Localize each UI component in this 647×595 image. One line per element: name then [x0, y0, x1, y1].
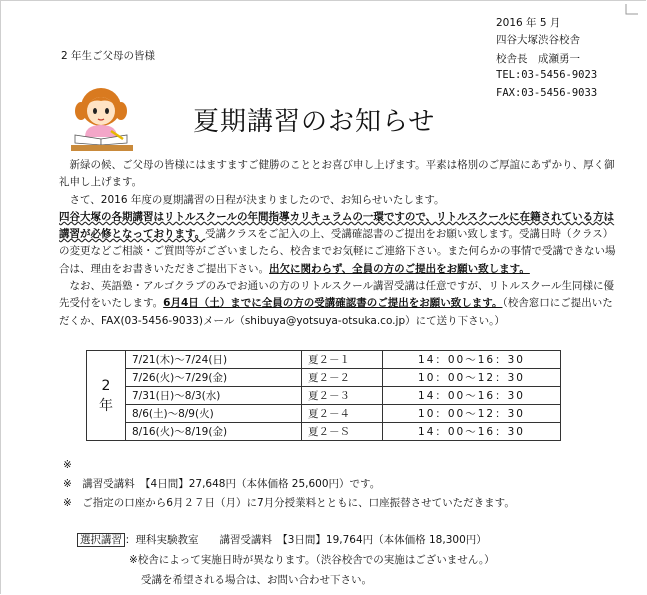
deadline-paragraph: [59, 278, 619, 330]
date-cell: 7/26(火)～7/29(金): [126, 369, 302, 387]
body-paragraphs: [59, 157, 619, 330]
class-cell: 夏２－１: [302, 351, 383, 369]
principal-name: 校舎長 成瀬勇一: [496, 53, 580, 65]
requirement-tail-text: 出欠に関わらず、全員の方のご提出をお願い致します。: [269, 262, 530, 275]
deadline-text-a: なお、英語塾・アルゴクラブのみでお通いの方のリトルスクール講習受講は任意ですが、リトルスクール生同様に優先受付をいたします。: [59, 280, 615, 310]
tel-number: TEL:03-5456-9023: [496, 69, 598, 81]
grade-number: 2: [101, 377, 111, 394]
table-row: [87, 387, 561, 405]
date-cell: 7/31(日)～8/3(水): [126, 387, 302, 405]
debit-note: ※ ご指定の口座から6月２７日（月）に7月分授業料とともに、口座振替させていただきます。: [63, 497, 515, 509]
class-cell: 夏２－２: [302, 369, 383, 387]
requirement-paragraph: [59, 209, 619, 278]
date-cell: 8/6(土)～8/9(火): [126, 405, 302, 423]
class-cell: 夏２－３: [302, 387, 383, 405]
deadline-text-b: （校舎窓口にご提出いただくか、FAX(03-5456-9033)メール（shibuya@yotsuya-otsuka.co.jp）にて送り下さい。）: [59, 297, 613, 327]
grade-unit: 年: [99, 397, 113, 414]
elective-line: [77, 532, 487, 547]
table-row: [87, 423, 561, 441]
school-name: 四谷大塚渋谷校舎: [496, 34, 580, 46]
recipient-line: 2 年生ご父母の皆様: [61, 50, 156, 62]
requirement-text: 受講クラスをご記入の上、受講確認書のご提出をお願い致します。受講日時（クラス）の変更などご相談・ご質問等がございましたら、校舎までお気軽にご連絡下さい。また何らかの事情で受講できない場合は、理由をお書きいただきご提出下さい。: [59, 228, 616, 275]
issue-date: 2016 年 5 月: [496, 17, 561, 29]
announcement-paragraph: さて、2016 年度の夏期講習の日程が決まりましたので、お知らせいたします。: [59, 193, 445, 206]
elective-note-2: 受講を希望される場合は、お問い合わせ下さい。: [141, 574, 372, 586]
requirement-bold-text: 四谷大塚の各期講習はリトルスクールの年間指導カリキュラムの一環ですので、リトルスクールに在籍されている方は講習が必修となっております。: [59, 210, 615, 241]
time-cell: 10：00～12：30: [383, 369, 561, 387]
corner-mark-icon: [625, 3, 639, 15]
elective-note-1: ※校舎によって実施日時が異なります。（渋谷校舎での実施はございません。）: [129, 554, 495, 566]
studying-girl-illustration: [71, 81, 133, 151]
date-cell: 8/16(火)～8/19(金): [126, 423, 302, 441]
table-row: [87, 369, 561, 387]
elective-text: ：理科実験教室 講習受講料 【3日間】19,764円（本体価格 18,300円）: [125, 534, 487, 546]
fee-note: ※ 講習受講料 【4日間】27,648円（本体価格 25,600円）です。: [63, 478, 381, 490]
elective-label: 選択講習: [77, 533, 125, 547]
greeting-paragraph: 新緑の候、ご父母の皆様にはますますご健勝のこととお喜び申し上げます。平素は格別のご厚誼にあずかり、厚く御礼申し上げます。: [59, 159, 615, 189]
class-cell: 夏２－４: [302, 405, 383, 423]
class-cell: 夏２－Ｓ: [302, 423, 383, 441]
fax-number: FAX:03-5456-9033: [496, 87, 598, 99]
date-cell: 7/21(木)～7/24(日): [126, 351, 302, 369]
table-row: [87, 351, 561, 369]
time-cell: 14：00～16：30: [383, 351, 561, 369]
schedule-table: [86, 350, 561, 441]
time-cell: 10：00～12：30: [383, 405, 561, 423]
deadline-bold-text: 6月4日（土）までに全員の方の受講確認書のご提出をお願い致します。: [163, 297, 503, 310]
table-row: [87, 405, 561, 423]
grade-cell: [87, 351, 126, 441]
time-cell: 14：00～16：30: [383, 423, 561, 441]
page-title: 夏期講習のお知らせ: [193, 107, 436, 137]
note-mark: ※: [63, 459, 72, 471]
time-cell: 14：00～16：30: [383, 387, 561, 405]
